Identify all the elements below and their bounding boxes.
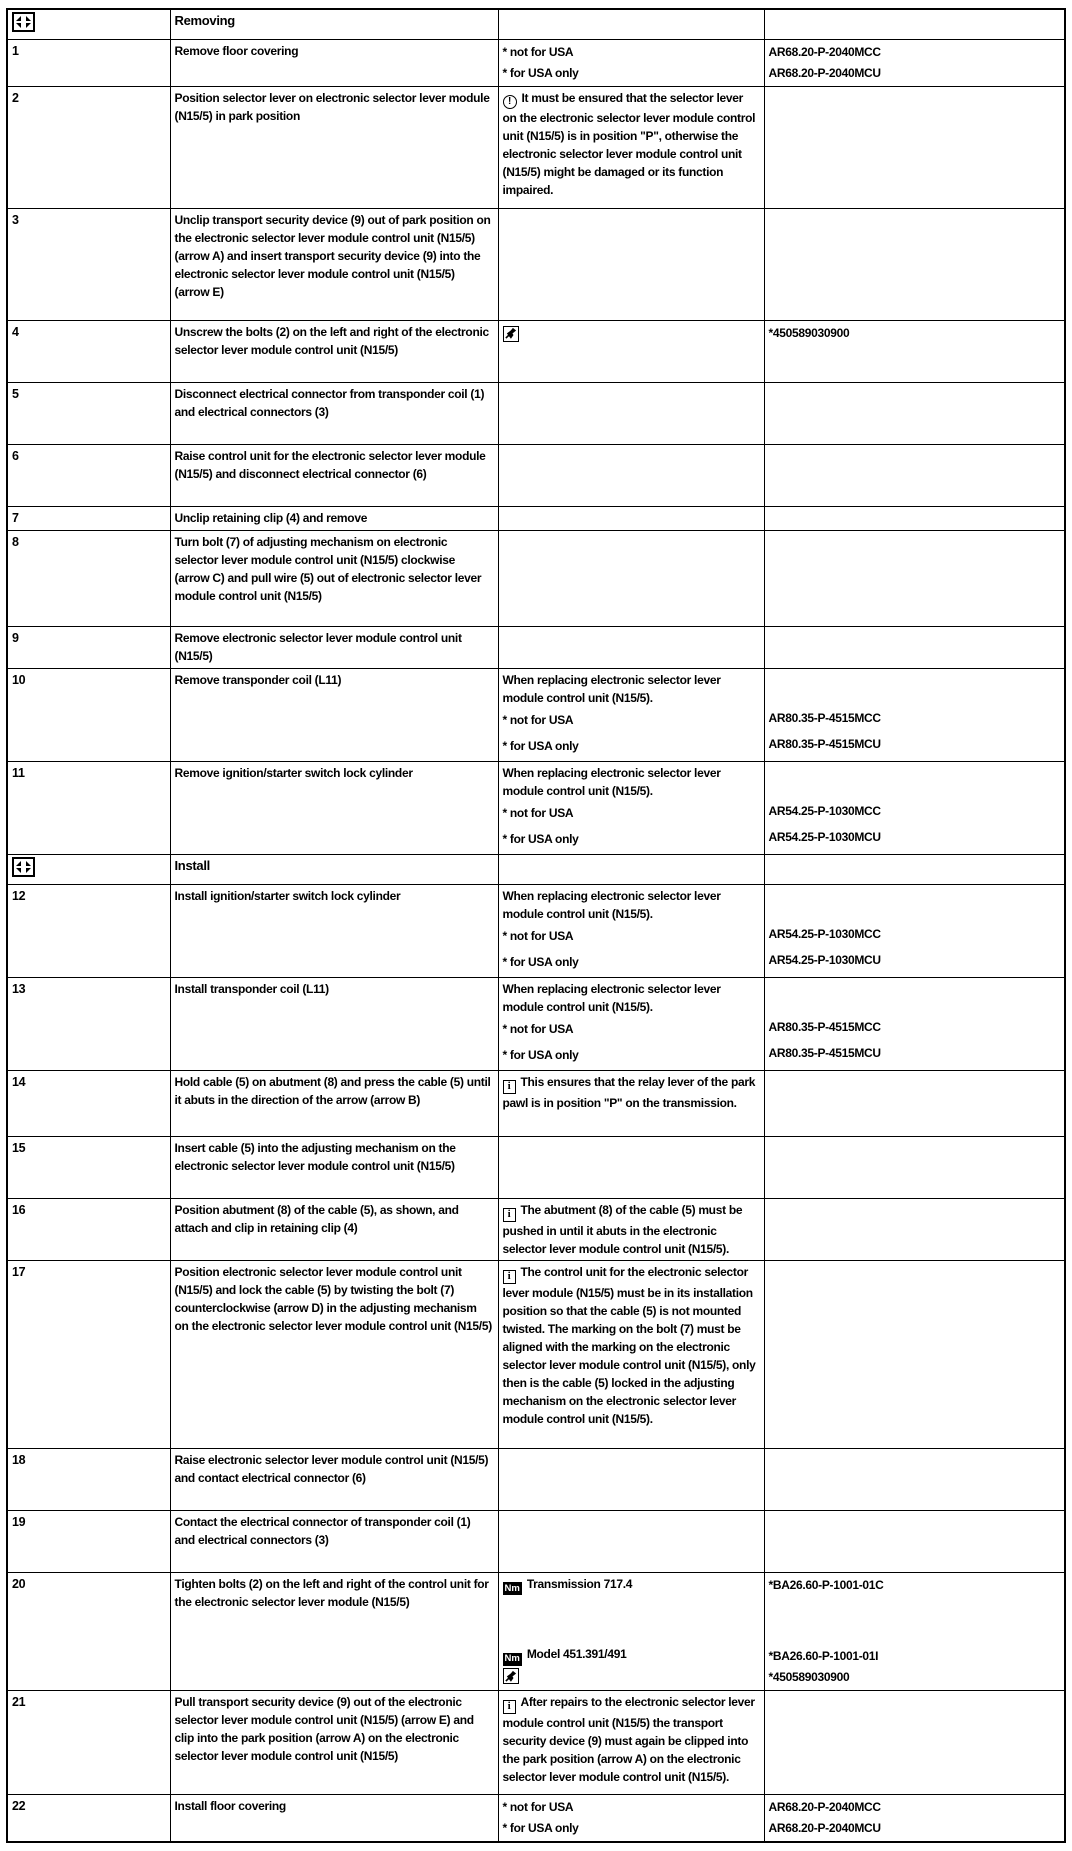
note-line xyxy=(503,800,759,826)
notes-cell xyxy=(498,855,764,885)
reference-code: AR54.25-P-1030MCU xyxy=(768,953,881,967)
procedure-cell xyxy=(170,507,498,531)
section-title: Install xyxy=(174,858,210,873)
procedure-cell xyxy=(170,1511,498,1573)
procedure-cell xyxy=(170,1137,498,1199)
procedure-cell xyxy=(170,1795,498,1843)
note-text: When replacing electronic selector lever module control unit (N15/5). xyxy=(502,982,721,1014)
procedure-text: Pull transport security device (9) out of the electronic selector lever module control unit (N15/5) (arrow E) and clip into the park position (arrow A) on the electronic selector lever module control unit (N15/5) xyxy=(174,1695,474,1763)
notes-cell xyxy=(498,1795,764,1843)
step-number-cell xyxy=(7,531,170,627)
reference-code: AR68.20-P-2040MCC xyxy=(768,45,881,59)
procedure-step-row xyxy=(7,1795,1065,1843)
section-icon-cell xyxy=(7,855,170,885)
notes-cell xyxy=(498,87,764,209)
step-number-cell xyxy=(7,669,170,762)
step-number: 5 xyxy=(12,387,19,401)
procedure-cell xyxy=(170,87,498,209)
procedure-text: Tighten bolts (2) on the left and right of the control unit for the electronic selector lever module (N15/5) xyxy=(174,1577,489,1609)
procedure-step-row xyxy=(7,383,1065,445)
reference-code: *450589030900 xyxy=(768,1670,850,1684)
note-line xyxy=(503,1042,759,1068)
procedure-cell xyxy=(170,445,498,507)
note-line xyxy=(503,1575,759,1595)
note-text: This ensures that the relay lever of the park pawl is in position "P" on the transmission. xyxy=(502,1075,756,1110)
note-text: When replacing electronic selector lever module control unit (N15/5). xyxy=(502,673,721,705)
references-cell xyxy=(764,1261,1065,1449)
note-line xyxy=(503,89,759,199)
procedure-step-row xyxy=(7,1573,1065,1691)
procedure-text: Install ignition/starter switch lock cylinder xyxy=(174,889,401,903)
step-number: 9 xyxy=(12,631,19,645)
references-cell xyxy=(764,885,1065,978)
note-text: * not for USA xyxy=(502,1022,574,1036)
reference-code: AR80.35-P-4515MCU xyxy=(768,737,881,751)
note-text: When replacing electronic selector lever module control unit (N15/5). xyxy=(502,766,721,798)
step-number: 3 xyxy=(12,213,19,227)
note-text: * for USA only xyxy=(502,1048,579,1062)
note-text: * for USA only xyxy=(502,955,579,969)
reference-code: AR68.20-P-2040MCU xyxy=(768,1821,881,1835)
reference-code: AR80.35-P-4515MCU xyxy=(768,1046,881,1060)
procedure-step-row xyxy=(7,669,1065,762)
step-number: 22 xyxy=(12,1799,26,1813)
note-line xyxy=(503,671,759,707)
procedure-text: Remove electronic selector lever module control unit (N15/5) xyxy=(174,631,462,663)
reference-code: *BA26.60-P-1001-01I xyxy=(768,1649,879,1663)
notes-cell xyxy=(498,978,764,1071)
step-number: 11 xyxy=(12,766,25,780)
procedure-cell xyxy=(170,531,498,627)
note-text: Transmission 717.4 xyxy=(526,1577,633,1591)
procedure-text: Raise control unit for the electronic selector lever module (N15/5) and disconnect electrical connector (6) xyxy=(174,449,486,481)
step-number-cell xyxy=(7,1199,170,1261)
step-number-cell xyxy=(7,978,170,1071)
note-line xyxy=(503,1073,759,1112)
section-title-cell xyxy=(170,9,498,40)
references-cell xyxy=(764,1199,1065,1261)
procedure-text: Disconnect electrical connector from transponder coil (1) and electrical connectors (3) xyxy=(174,387,485,419)
note-line xyxy=(503,63,759,84)
info-icon: i xyxy=(503,1270,516,1284)
references-cell xyxy=(764,669,1065,762)
procedure-step-row xyxy=(7,1199,1065,1261)
step-number: 12 xyxy=(12,889,26,903)
procedure-step-row xyxy=(7,978,1065,1071)
note-text: When replacing electronic selector lever module control unit (N15/5). xyxy=(502,889,721,921)
step-number: 1 xyxy=(12,44,19,58)
step-number-cell xyxy=(7,383,170,445)
procedure-step-row xyxy=(7,209,1065,321)
references-cell xyxy=(764,1795,1065,1843)
references-cell xyxy=(764,1137,1065,1199)
note-line xyxy=(503,764,759,800)
references-cell xyxy=(764,1573,1065,1691)
procedure-text: Remove transponder coil (L11) xyxy=(174,673,342,687)
section-icon-cell xyxy=(7,9,170,40)
notes-cell xyxy=(498,627,764,669)
step-number-cell xyxy=(7,1795,170,1843)
procedure-step-row xyxy=(7,762,1065,855)
step-number: 15 xyxy=(12,1141,26,1155)
expand-arrows-icon xyxy=(12,857,35,877)
step-number: 14 xyxy=(12,1075,26,1089)
procedure-text: Install floor covering xyxy=(174,1799,286,1813)
procedure-text: Insert cable (5) into the adjusting mechanism on the electronic selector lever module control unit (N15/5) xyxy=(174,1141,456,1173)
references-cell xyxy=(764,531,1065,627)
procedure-cell xyxy=(170,669,498,762)
info-icon: i xyxy=(503,1080,516,1094)
reference-code: *BA26.60-P-1001-01C xyxy=(768,1578,884,1592)
procedure-step-row xyxy=(7,627,1065,669)
procedure-step-row xyxy=(7,1691,1065,1795)
note-line xyxy=(503,1797,759,1818)
notes-cell xyxy=(498,885,764,978)
step-number: 2 xyxy=(12,91,19,105)
note-text: The abutment (8) of the cable (5) must be pushed in until it abuts in the electronic selector lever module control unit (N15/5). xyxy=(502,1203,743,1256)
note-text: * not for USA xyxy=(502,45,574,59)
notes-cell xyxy=(498,1261,764,1449)
step-number: 20 xyxy=(12,1577,26,1591)
step-number-cell xyxy=(7,321,170,383)
procedure-text: Remove ignition/starter switch lock cylinder xyxy=(174,766,413,780)
note-line xyxy=(503,1645,759,1665)
references-cell xyxy=(764,627,1065,669)
section-title: Removing xyxy=(174,13,235,28)
procedure-step-row xyxy=(7,885,1065,978)
note-line xyxy=(503,42,759,63)
note-line xyxy=(503,1693,759,1786)
references-cell xyxy=(764,762,1065,855)
note-text: * not for USA xyxy=(502,806,574,820)
procedure-cell xyxy=(170,627,498,669)
notes-cell xyxy=(498,1691,764,1795)
references-cell xyxy=(764,1071,1065,1137)
reference-code: AR54.25-P-1030MCC xyxy=(768,927,881,941)
step-number-cell xyxy=(7,87,170,209)
info-icon: i xyxy=(503,1208,516,1222)
note-text: Model 451.391/491 xyxy=(526,1647,627,1662)
procedure-table xyxy=(6,8,1066,1843)
note-line xyxy=(503,733,759,759)
note-line xyxy=(503,323,759,342)
reference-code: AR68.20-P-2040MCU xyxy=(768,66,881,80)
step-number-cell xyxy=(7,885,170,978)
notes-cell xyxy=(498,1137,764,1199)
note-line xyxy=(503,1818,759,1839)
notes-cell xyxy=(498,1449,764,1511)
references-cell xyxy=(764,855,1065,885)
procedure-text: Install transponder coil (L11) xyxy=(174,982,329,996)
note-line xyxy=(503,1666,759,1685)
procedure-step-row xyxy=(7,1449,1065,1511)
procedure-cell xyxy=(170,1691,498,1795)
note-text: It must be ensured that the selector lever on the electronic selector lever module control unit (N15/5) is in position "P", otherwise the electronic selector lever module control unit (N15/5) might be damaged or its function impaired. xyxy=(502,91,756,197)
references-cell xyxy=(764,209,1065,321)
step-number-cell xyxy=(7,1511,170,1573)
notes-cell xyxy=(498,383,764,445)
references-cell xyxy=(764,1511,1065,1573)
procedure-cell xyxy=(170,1573,498,1691)
notes-cell xyxy=(498,321,764,383)
references-cell xyxy=(764,321,1065,383)
references-cell xyxy=(764,978,1065,1071)
procedure-cell xyxy=(170,383,498,445)
references-cell xyxy=(764,383,1065,445)
procedure-cell xyxy=(170,1071,498,1137)
note-line xyxy=(503,1201,759,1258)
note-text: The control unit for the electronic selector lever module (N15/5) must be in its installation position so that the cable (5) is not mounted twisted. The marking on the bolt (7) must be aligned with the marking on the electronic selector lever module control unit (N15/5), only then is the cable (5) locked in the adjusting mechanism on the electronic selector lever module control unit (N15/5). xyxy=(502,1265,756,1426)
references-cell xyxy=(764,40,1065,87)
step-number-cell xyxy=(7,1573,170,1691)
step-number: 18 xyxy=(12,1453,26,1467)
step-number-cell xyxy=(7,762,170,855)
step-number-cell xyxy=(7,1449,170,1511)
note-text: * for USA only xyxy=(502,66,579,80)
procedure-cell xyxy=(170,1199,498,1261)
step-number-cell xyxy=(7,445,170,507)
procedure-step-row xyxy=(7,1071,1065,1137)
procedure-cell xyxy=(170,40,498,87)
procedure-text: Position electronic selector lever module control unit (N15/5) and lock the cable (5) by twisting the bolt (7) counterclockwise (arrow D) in the adjusting mechanism on the electronic selector lever module control unit (N15/5) xyxy=(174,1265,492,1333)
references-cell xyxy=(764,1691,1065,1795)
references-cell xyxy=(764,9,1065,40)
reference-code: *450589030900 xyxy=(768,326,850,340)
notes-cell xyxy=(498,531,764,627)
step-number-cell xyxy=(7,1071,170,1137)
reference-code: AR54.25-P-1030MCU xyxy=(768,830,881,844)
procedure-text: Unscrew the bolts (2) on the left and right of the electronic selector lever module control unit (N15/5) xyxy=(174,325,489,357)
note-line xyxy=(503,707,759,733)
procedure-cell xyxy=(170,1261,498,1449)
note-line xyxy=(503,949,759,975)
note-text: After repairs to the electronic selector lever module control unit (N15/5) the transport security device (9) must again be clipped into the park position (arrow A) on the electronic selector lever module control unit (N15/5). xyxy=(502,1695,755,1784)
reference-code: AR54.25-P-1030MCC xyxy=(768,804,881,818)
references-cell xyxy=(764,87,1065,209)
note-text: * for USA only xyxy=(502,1821,579,1835)
references-cell xyxy=(764,445,1065,507)
notes-cell xyxy=(498,669,764,762)
procedure-step-row xyxy=(7,1137,1065,1199)
procedure-step-row xyxy=(7,321,1065,383)
torque-nm-icon: Nm xyxy=(504,1653,520,1665)
step-number: 8 xyxy=(12,535,19,549)
step-number-cell xyxy=(7,40,170,87)
step-number-cell xyxy=(7,1691,170,1795)
step-number-cell xyxy=(7,1137,170,1199)
step-number-cell xyxy=(7,1261,170,1449)
procedure-text: Raise electronic selector lever module control unit (N15/5) and contact electrical connector (6) xyxy=(174,1453,489,1485)
note-text: * for USA only xyxy=(502,739,579,753)
procedure-text: Contact the electrical connector of transponder coil (1) and electrical connectors (3) xyxy=(174,1515,471,1547)
damage-warning-icon: ! xyxy=(503,95,517,109)
note-text: * not for USA xyxy=(502,1800,574,1814)
notes-cell xyxy=(498,40,764,87)
commercial-tool-icon xyxy=(503,1668,519,1684)
expand-arrows-icon xyxy=(12,12,35,32)
step-number: 16 xyxy=(12,1203,26,1217)
step-number-cell xyxy=(7,627,170,669)
section-header-row xyxy=(7,855,1065,885)
step-number: 19 xyxy=(12,1515,26,1529)
note-line xyxy=(503,1016,759,1042)
section-title-cell xyxy=(170,855,498,885)
procedure-cell xyxy=(170,978,498,1071)
references-cell xyxy=(764,507,1065,531)
note-line xyxy=(503,826,759,852)
torque-nm-icon: Nm xyxy=(504,1583,520,1594)
procedure-text: Turn bolt (7) of adjusting mechanism on electronic selector lever module control unit (N15/5) clockwise (arrow C) and pull wire (5) out of electronic selector lever module control unit (N15/5) xyxy=(174,535,482,603)
procedure-cell xyxy=(170,762,498,855)
notes-cell xyxy=(498,9,764,40)
note-text: * for USA only xyxy=(502,832,579,846)
step-number: 4 xyxy=(12,325,19,339)
procedure-text: Position abutment (8) of the cable (5), as shown, and attach and clip in retaining clip (4) xyxy=(174,1203,459,1235)
step-number: 17 xyxy=(12,1265,26,1279)
step-number: 10 xyxy=(12,673,26,687)
step-number: 13 xyxy=(12,982,26,996)
procedure-text: Hold cable (5) on abutment (8) and press the cable (5) until it abuts in the direction of the arrow (arrow B) xyxy=(174,1075,491,1107)
notes-cell xyxy=(498,1511,764,1573)
reference-code: AR80.35-P-4515MCC xyxy=(768,711,881,725)
procedure-step-row xyxy=(7,87,1065,209)
note-text: * not for USA xyxy=(502,713,574,727)
note-line xyxy=(503,980,759,1016)
note-text: * not for USA xyxy=(502,929,574,943)
procedure-text: Unclip retaining clip (4) and remove xyxy=(174,511,368,525)
notes-cell xyxy=(498,1573,764,1691)
procedure-step-row xyxy=(7,531,1065,627)
procedure-text: Unclip transport security device (9) out of park position on the electronic selector lever module control unit (N15/5) (arrow A) and insert transport security device (9) into the electronic selector lever module control unit (N15/5) (arrow E) xyxy=(174,213,491,299)
note-line xyxy=(503,1263,759,1428)
info-icon: i xyxy=(503,1700,516,1714)
step-number: 6 xyxy=(12,449,19,463)
notes-cell xyxy=(498,1199,764,1261)
procedure-cell xyxy=(170,209,498,321)
step-number: 7 xyxy=(12,511,19,525)
procedure-step-row xyxy=(7,507,1065,531)
step-number-cell xyxy=(7,209,170,321)
notes-cell xyxy=(498,507,764,531)
procedure-step-row xyxy=(7,1261,1065,1449)
procedure-step-row xyxy=(7,40,1065,87)
note-line xyxy=(503,923,759,949)
references-cell xyxy=(764,1449,1065,1511)
section-header-row xyxy=(7,9,1065,40)
note-line xyxy=(503,887,759,923)
step-number: 21 xyxy=(12,1695,26,1709)
commercial-tool-icon xyxy=(503,326,519,342)
procedure-cell xyxy=(170,885,498,978)
notes-cell xyxy=(498,1071,764,1137)
procedure-cell xyxy=(170,1449,498,1511)
procedure-text: Remove floor covering xyxy=(174,44,299,58)
procedure-step-row xyxy=(7,445,1065,507)
procedure-step-row xyxy=(7,1511,1065,1573)
procedure-text: Position selector lever on electronic selector lever module (N15/5) in park position xyxy=(174,91,490,123)
reference-code: AR80.35-P-4515MCC xyxy=(768,1020,881,1034)
procedure-cell xyxy=(170,321,498,383)
step-number-cell xyxy=(7,507,170,531)
notes-cell xyxy=(498,209,764,321)
reference-code: AR68.20-P-2040MCC xyxy=(768,1800,881,1814)
notes-cell xyxy=(498,445,764,507)
notes-cell xyxy=(498,762,764,855)
